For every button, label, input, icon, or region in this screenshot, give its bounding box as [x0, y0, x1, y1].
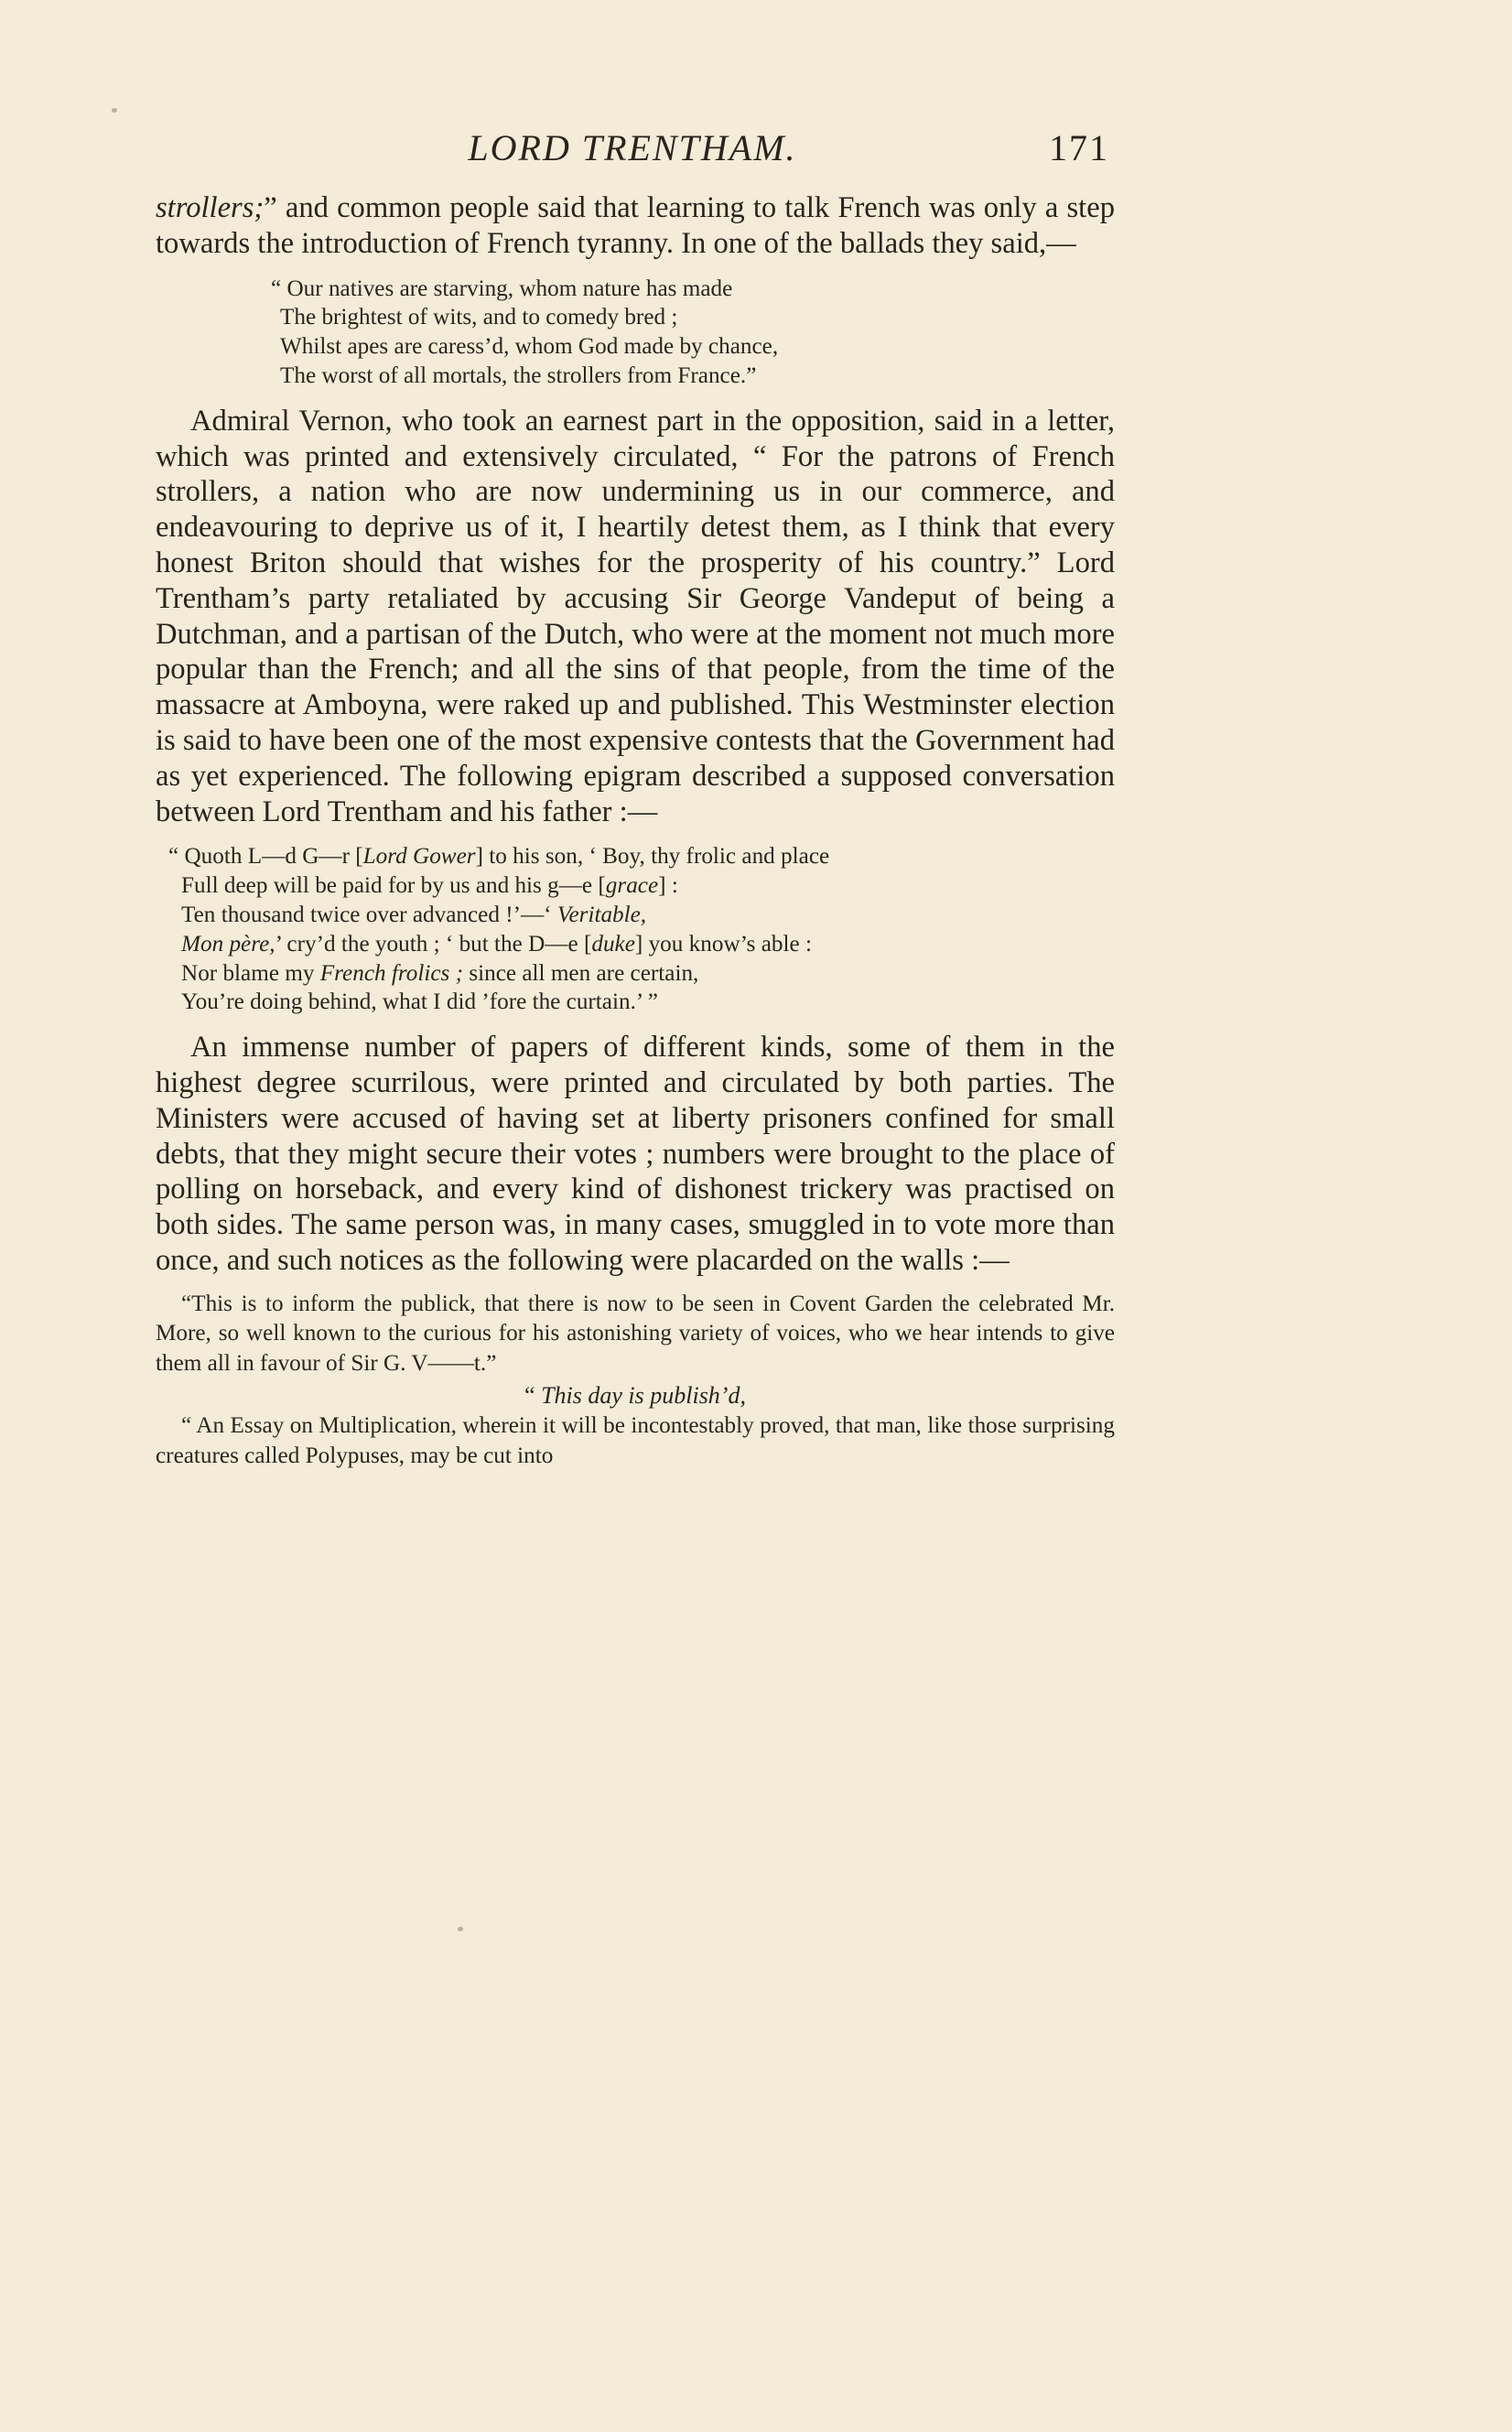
- italic-word: strollers;: [156, 191, 265, 224]
- advert-heading-open: “: [524, 1382, 542, 1410]
- verse-text: Full deep will be paid for by us and his g—e [: [181, 873, 606, 899]
- verse-line: [168, 901, 1115, 930]
- page-body: [156, 190, 1115, 1471]
- verse-italic: Mon père,: [181, 931, 275, 957]
- paragraph-papers: An immense number of papers of different kinds, some of them in the highest degree scurrilous, were printed and circulated by both parties. The Ministers were accused of having set at liberty prisoners confined for small debts, that they might secure their votes ; numbers were brought to the place of polling on horseback, and every kind of dishonest trickery was practised on both sides. The same person was, in many cases, smuggled in to vote more than once, and such notices as the following were placarded on the walls :—: [156, 1031, 1115, 1277]
- verse-text: ] you know’s able :: [634, 931, 812, 957]
- verse-text: ] :: [658, 873, 678, 899]
- verse-text: Nor blame my: [181, 960, 320, 986]
- verse-line: The worst of all mortals, the strollers from France.”: [280, 362, 757, 388]
- advert-quote: “ An Essay on Multiplication, wherein it will be incontestably proved, that man, like those surprising creatures called Polypuses, may be cut into: [156, 1413, 1115, 1468]
- paragraph-strollers: [156, 190, 1115, 262]
- verse-line: [168, 842, 1115, 871]
- verse-italic: Veritable,: [556, 902, 647, 927]
- verse-text: “ Quoth L—d G—r [: [168, 844, 363, 870]
- epigram-quote: [156, 842, 1115, 1017]
- verse-text: ] to his son, ‘ Boy, thy frolic and place: [475, 844, 830, 870]
- verse-text: ’ cry’d the youth ; ‘ but the D—e [: [275, 931, 592, 957]
- verse-italic: grace: [605, 873, 659, 899]
- verse-italic: French frolics ;: [319, 960, 464, 986]
- verse-line: [168, 930, 1115, 959]
- verse-line: [168, 871, 1115, 901]
- paper-speck: [112, 108, 117, 113]
- paper-speck: [458, 1927, 463, 1931]
- verse-line: Whilst apes are caress’d, whom God made by chance,: [280, 334, 779, 360]
- paragraph-vernon: Admiral Vernon, who took an earnest part in the opposition, said in a letter, which was printed and extensively circulated, “ For the patrons of French strollers, a nation who are now undermining us in our commerce, and endeavouring to deprive us of it, I heartily detest them, as I think that every honest Briton should that wishes for the prosperity of his country.” Lord Trentham’s party retaliated by accusing Sir George Vandeput of being a Dutchman, and a partisan of the Dutch, who were at the moment not much more popular than the French; and all the sins of that people, from the time of the massacre at Amboyna, were raked up and published. This Westminster election is said to have been one of the most expensive contests that the Government had as yet experienced. The following epigram described a supposed conversation between Lord Trentham and his father :—: [156, 404, 1115, 828]
- paragraph-text: was only a step towards the introduction of French tyranny. In one of the ballads they said,—: [156, 191, 1115, 260]
- advert-heading: [156, 1380, 1115, 1411]
- running-title: LORD TRENTHAM.: [468, 127, 797, 168]
- verse-italic: Lord Gower: [362, 844, 476, 870]
- notice-quote: “This is to inform the publick, that there is now to be seen in Covent Garden the celebrated Mr. More, so well known to the curious for his astonishing variety of voices, who we hear intends to give them all in favour of Sir G. V——t.”: [156, 1291, 1115, 1376]
- page-header: [156, 126, 1109, 181]
- verse-line: The brightest of wits, and to comedy bred ;: [280, 305, 678, 330]
- page-number: 171: [1049, 127, 1109, 168]
- verse-text: Ten thousand twice over advanced !’—‘: [181, 902, 557, 927]
- verse-text: since all men are certain,: [463, 960, 699, 986]
- verse-line: [168, 959, 1115, 989]
- verse-line: You’re doing behind, what I did ’fore the curtain.’ ”: [181, 989, 658, 1015]
- advert-heading-text: This day is publish’d,: [541, 1382, 746, 1410]
- paragraph-text: ” and common people said that learning to talk French: [264, 191, 921, 224]
- ballad-quote: [156, 275, 1115, 391]
- verse-line: “ Our natives are starving, whom nature has made: [271, 276, 733, 301]
- verse-italic: duke: [591, 931, 635, 957]
